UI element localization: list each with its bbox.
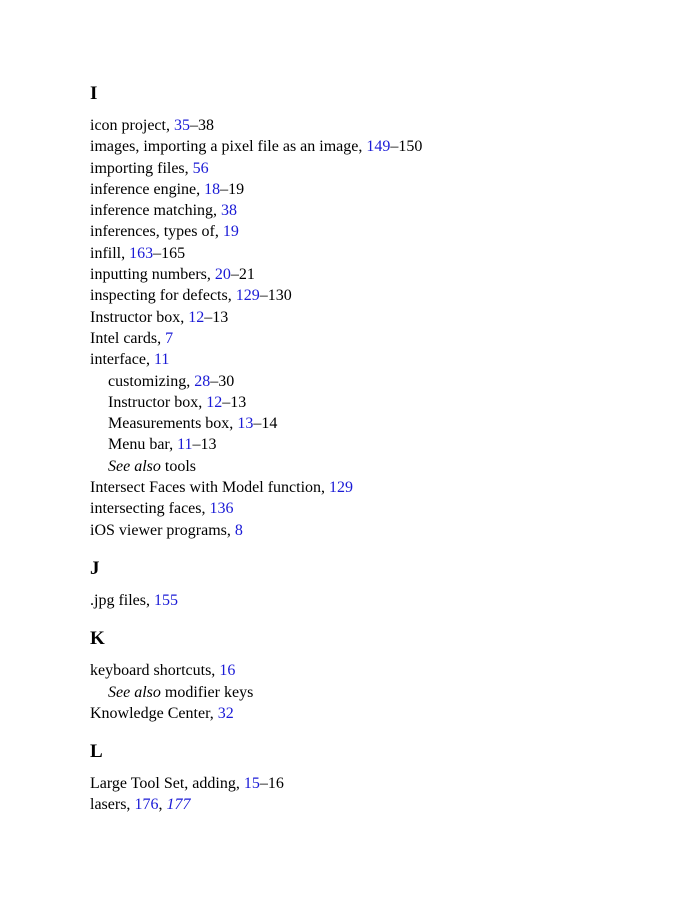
page-number-link[interactable]: 18 — [204, 180, 221, 198]
index-entry — [90, 158, 670, 179]
entry-text: –13 — [192, 436, 217, 454]
entry-text: , — [158, 796, 167, 814]
index-entry — [90, 136, 670, 157]
index-section — [90, 627, 670, 724]
entry-text: interface, — [90, 351, 154, 369]
index-subentry — [90, 413, 670, 434]
entry-text: –165 — [153, 244, 186, 262]
entry-text: Instructor box, — [90, 308, 189, 326]
index-entry — [90, 328, 670, 349]
page-number-link[interactable]: 38 — [221, 202, 238, 220]
index-entry — [90, 520, 670, 541]
entry-text: –19 — [220, 180, 245, 198]
page-number-link[interactable]: 19 — [222, 223, 239, 241]
page-number-link[interactable]: 35 — [173, 117, 190, 134]
entry-text: iOS viewer programs, — [90, 521, 235, 539]
page-number-link[interactable]: 11 — [177, 436, 193, 454]
section-letter-heading: L — [90, 741, 103, 763]
entry-text: –130 — [259, 287, 292, 305]
entry-text: Intersect Faces with Model function, — [90, 479, 330, 497]
index-section — [90, 82, 670, 541]
index-entry — [90, 200, 670, 221]
index-section — [90, 740, 670, 816]
entry-text: importing files, — [90, 159, 193, 177]
index-entry — [90, 794, 670, 815]
index-entry — [90, 307, 670, 328]
entry-text: –150 — [390, 138, 423, 156]
index-entry — [90, 264, 670, 285]
page-number-link[interactable]: 149 — [366, 138, 391, 156]
section-letter-heading: I — [90, 83, 98, 104]
entry-text: .jpg files, — [90, 591, 154, 609]
index-section — [90, 557, 670, 611]
index-entry — [90, 285, 670, 306]
entry-text: –30 — [210, 372, 235, 390]
index-entry — [90, 221, 670, 242]
entry-text: icon project, — [90, 117, 174, 134]
entry-text: –38 — [189, 117, 214, 134]
index-entry — [90, 349, 670, 370]
entry-text: Instructor box, — [108, 393, 207, 411]
page-number-link[interactable]: 163 — [129, 244, 154, 262]
entry-text: inference engine, — [90, 180, 205, 198]
index-entry — [90, 703, 670, 724]
entry-text: inputting numbers, — [90, 266, 215, 284]
page-number-link[interactable]: 155 — [154, 591, 178, 609]
entry-text: See also — [108, 457, 161, 475]
entry-text: –14 — [253, 415, 278, 433]
page-number-link[interactable]: 15 — [243, 775, 260, 793]
index-subentry — [90, 682, 670, 703]
entry-text: inferences, types of, — [90, 223, 223, 241]
entry-text: Knowledge Center, — [90, 704, 218, 722]
page-number-link[interactable]: 12 — [206, 393, 223, 411]
entry-text: images, importing a pixel file as an image, — [90, 138, 367, 156]
entry-text: infill, — [90, 244, 130, 262]
entry-text: lasers, — [90, 796, 135, 814]
index-entry — [90, 660, 670, 681]
entry-text: –13 — [204, 308, 229, 326]
index-entry — [90, 243, 670, 264]
page-number-link[interactable]: 129 — [235, 287, 260, 305]
entry-text: –21 — [230, 266, 255, 284]
entry-text: Measurements box, — [108, 415, 238, 433]
entry-text: Large Tool Set, adding, — [90, 775, 244, 793]
entry-text: tools — [160, 457, 196, 475]
page-number-link[interactable]: 13 — [237, 415, 254, 433]
index-entry — [90, 498, 670, 519]
entry-text: inspecting for defects, — [90, 287, 236, 305]
entry-text: customizing, — [108, 372, 195, 390]
index-entry — [90, 115, 670, 136]
entry-text: Intel cards, — [90, 329, 166, 347]
index-subentry — [90, 371, 670, 392]
entry-text: Menu bar, — [108, 436, 178, 454]
page-number-link[interactable]: 8 — [234, 521, 243, 539]
page-number-link[interactable]: 28 — [194, 372, 211, 390]
page-number-link[interactable]: 136 — [209, 500, 234, 518]
section-letter-heading: K — [90, 628, 105, 650]
entry-text: modifier keys — [160, 683, 254, 701]
page-number-link[interactable]: 16 — [219, 662, 236, 680]
section-letter-heading: J — [90, 557, 100, 579]
page-number-link[interactable]: 20 — [214, 266, 231, 284]
page-number-link[interactable]: 56 — [192, 159, 209, 177]
entry-text: inference matching, — [90, 202, 222, 220]
page-number-link[interactable]: 11 — [153, 351, 170, 369]
page-number-link[interactable]: 177 — [166, 796, 191, 814]
index-entry — [90, 179, 670, 200]
entry-text: keyboard shortcuts, — [90, 662, 220, 680]
page-number-link[interactable]: 7 — [165, 329, 174, 347]
index-entry — [90, 773, 670, 794]
index-subentry — [90, 456, 670, 477]
page-number-link[interactable]: 12 — [188, 308, 205, 326]
page-number-link[interactable]: 129 — [329, 479, 354, 497]
index-subentry — [90, 392, 670, 413]
entry-text: –13 — [222, 393, 247, 411]
index-entry — [90, 477, 670, 498]
page-number-link[interactable]: 176 — [134, 796, 159, 814]
entry-text: See also — [108, 683, 161, 701]
index-subentry — [90, 434, 670, 455]
entry-text: intersecting faces, — [90, 500, 210, 518]
index-entry — [90, 590, 670, 611]
page-number-link[interactable]: 32 — [217, 704, 234, 722]
entry-text: –16 — [259, 775, 284, 793]
index-page — [90, 82, 670, 832]
